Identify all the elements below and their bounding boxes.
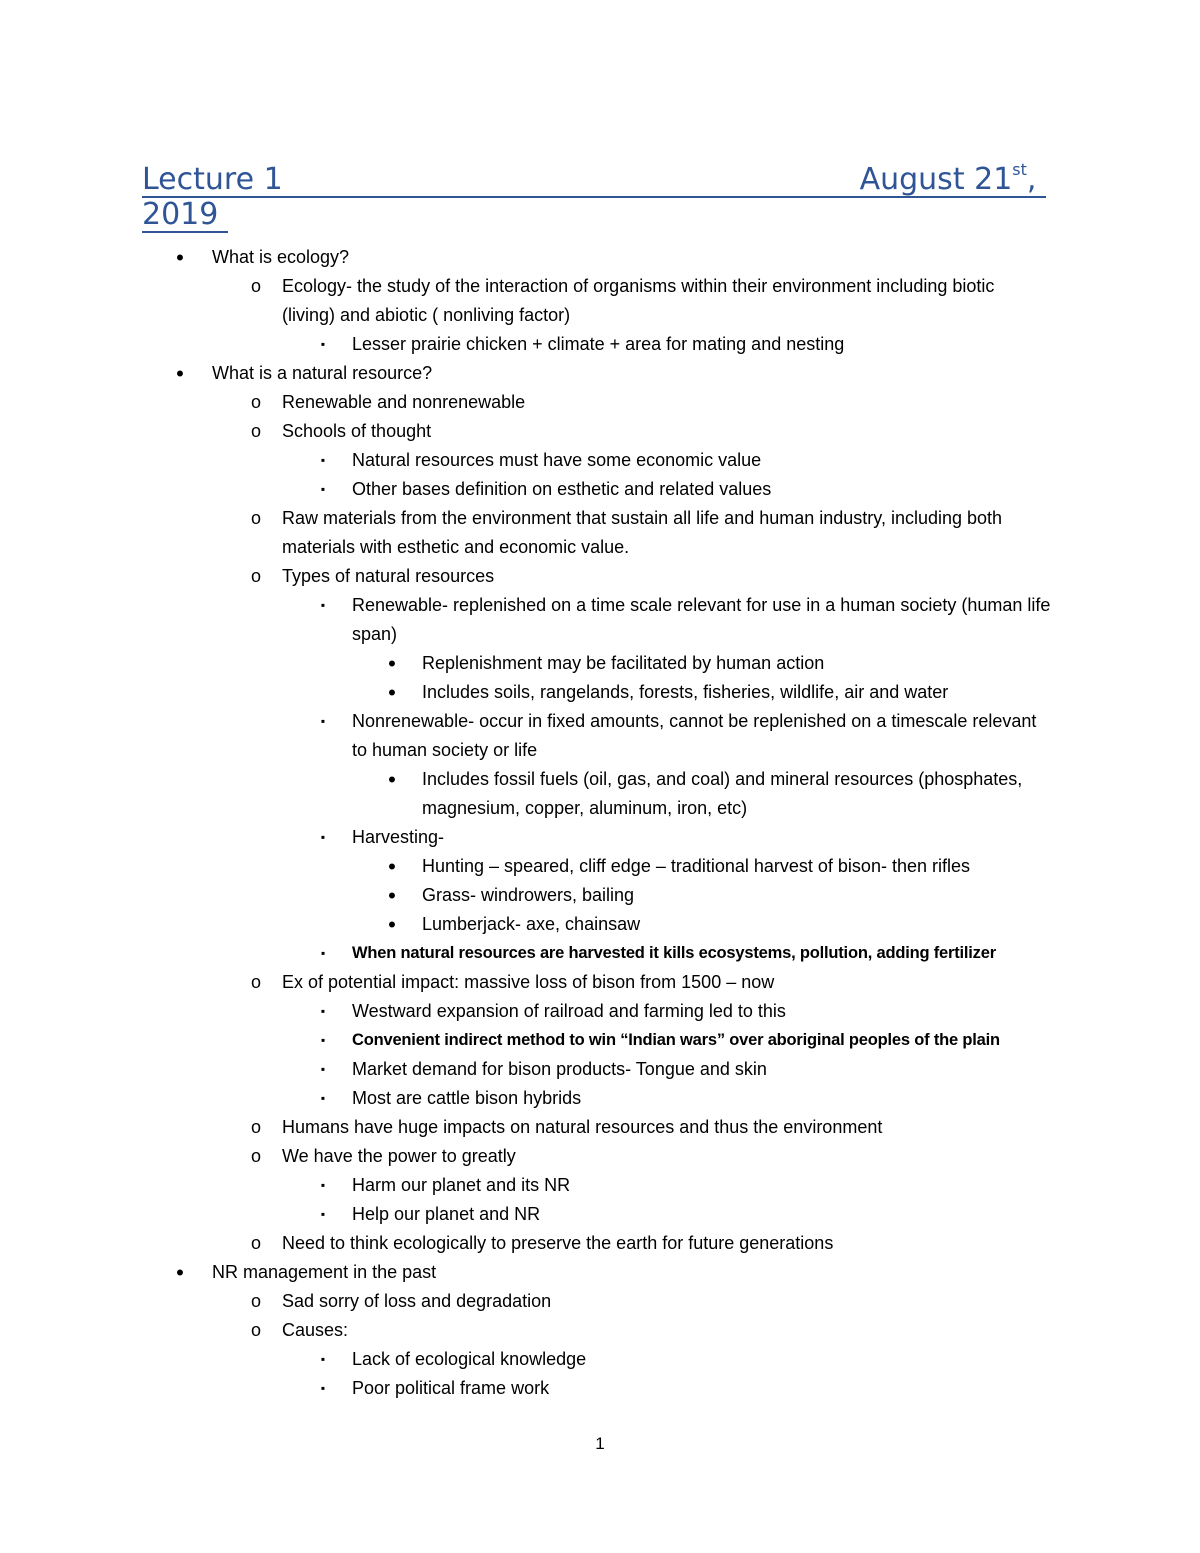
- outline-item-level-3: [0, 678, 1052, 707]
- lecture-outline: [0, 243, 1200, 1403]
- bullet-icon: •: [176, 361, 184, 386]
- outline-item-level-2: [0, 330, 1052, 359]
- bullet-icon: •: [176, 245, 184, 270]
- outline-item-level-1: [0, 562, 1052, 591]
- outline-item-level-1: [0, 1113, 1052, 1142]
- lecture-year: 2019: [142, 198, 228, 233]
- hollow-bullet-icon: o: [250, 1291, 261, 1311]
- outline-item-level-3: [0, 765, 1052, 823]
- square-bullet-icon: ▪: [320, 1352, 326, 1366]
- outline-item-text: Other bases definition on esthetic and related values: [352, 479, 772, 499]
- outline-item-level-1: [0, 1287, 1052, 1316]
- outline-item-text: Includes fossil fuels (oil, gas, and coal) and mineral resources (phosphates, magnesium, copper, aluminum, iron, etc): [422, 769, 1023, 818]
- outline-item-level-2: [0, 591, 1052, 649]
- page-number: 1: [595, 1434, 605, 1453]
- outline-item-level-0: [0, 1258, 1200, 1287]
- outline-item-text: Schools of thought: [282, 421, 432, 441]
- square-bullet-icon: ▪: [320, 1033, 326, 1047]
- outline-item-level-2: [0, 1200, 1052, 1229]
- outline-item-level-3: [0, 649, 1052, 678]
- outline-item-text: What is ecology?: [212, 247, 350, 267]
- bullet-icon: •: [388, 883, 396, 908]
- outline-item-text: Ex of potential impact: massive loss of bison from 1500 – now: [282, 972, 775, 992]
- outline-item-level-0: [0, 359, 1200, 388]
- outline-item-level-2: [0, 1084, 1052, 1113]
- outline-item-level-2: [0, 1026, 1052, 1055]
- outline-item-text: Humans have huge impacts on natural resources and thus the environment: [282, 1117, 883, 1137]
- outline-item-level-3: [0, 852, 1052, 881]
- outline-item-level-2: [0, 707, 1052, 765]
- outline-item-text: Raw materials from the environment that sustain all life and human industry, including both materials with esthetic and economic value.: [282, 508, 1003, 557]
- square-bullet-icon: ▪: [320, 1062, 326, 1076]
- outline-item-level-2: [0, 823, 1052, 852]
- hollow-bullet-icon: o: [250, 508, 261, 528]
- outline-item-level-1: [0, 272, 1052, 330]
- outline-item-level-3: [0, 910, 1052, 939]
- outline-item-text: Renewable and nonrenewable: [282, 392, 526, 412]
- bullet-icon: •: [388, 680, 396, 705]
- outline-item-text: What is a natural resource?: [212, 363, 433, 383]
- date-ordinal-suffix: st: [1012, 160, 1027, 179]
- outline-item-text: Types of natural resources: [282, 566, 495, 586]
- outline-item-level-1: [0, 1316, 1052, 1345]
- outline-item-text: Lumberjack- axe, chainsaw: [422, 914, 641, 934]
- outline-item-text: When natural resources are harvested it kills ecosystems, pollution, adding fertilizer: [352, 944, 996, 962]
- outline-item-level-1: [0, 388, 1052, 417]
- bullet-icon: •: [388, 912, 396, 937]
- outline-item-text: Natural resources must have some economic value: [352, 450, 762, 470]
- square-bullet-icon: ▪: [320, 1207, 326, 1221]
- outline-item-text: NR management in the past: [212, 1262, 437, 1282]
- outline-item-level-2: [0, 939, 1052, 968]
- outline-item-text: Sad sorry of loss and degradation: [282, 1291, 552, 1311]
- outline-item-text: Harm our planet and its NR: [352, 1175, 571, 1195]
- outline-item-text: Includes soils, rangelands, forests, fisheries, wildlife, air and water: [422, 682, 949, 702]
- lecture-date-day: August 21: [859, 162, 1013, 197]
- outline-item-text: Ecology- the study of the interaction of organisms within their environment including biotic (living) and abiotic ( nonliving factor): [282, 276, 995, 325]
- hollow-bullet-icon: o: [250, 1233, 261, 1253]
- outline-item-level-3: [0, 881, 1052, 910]
- square-bullet-icon: ▪: [320, 946, 326, 960]
- square-bullet-icon: ▪: [320, 830, 326, 844]
- bullet-icon: •: [388, 767, 396, 792]
- outline-item-text: Market demand for bison products- Tongue and skin: [352, 1059, 767, 1079]
- square-bullet-icon: ▪: [320, 1091, 326, 1105]
- hollow-bullet-icon: o: [250, 421, 261, 441]
- outline-item-level-1: [0, 504, 1052, 562]
- outline-item-level-1: [0, 1229, 1052, 1258]
- hollow-bullet-icon: o: [250, 1146, 261, 1166]
- outline-item-text: Renewable- replenished on a time scale relevant for use in a human society (human life span): [352, 595, 1051, 644]
- hollow-bullet-icon: o: [250, 392, 261, 412]
- outline-item-level-0: [0, 243, 1200, 272]
- outline-item-text: Replenishment may be facilitated by human action: [422, 653, 825, 673]
- hollow-bullet-icon: o: [250, 972, 261, 992]
- lecture-date: [859, 160, 1046, 197]
- square-bullet-icon: ▪: [320, 453, 326, 467]
- outline-item-level-1: [0, 1142, 1052, 1171]
- hollow-bullet-icon: o: [250, 276, 261, 296]
- square-bullet-icon: ▪: [320, 337, 326, 351]
- outline-item-text: Westward expansion of railroad and farming led to this: [352, 1001, 786, 1021]
- outline-item-text: Grass- windrowers, bailing: [422, 885, 635, 905]
- outline-item-level-1: [0, 417, 1052, 446]
- heading-line-1: [142, 160, 1046, 198]
- outline-item-text: We have the power to greatly: [282, 1146, 516, 1166]
- hollow-bullet-icon: o: [250, 566, 261, 586]
- outline-item-text: Nonrenewable- occur in fixed amounts, cannot be replenished on a timescale relevant to human society or life: [352, 711, 1037, 760]
- square-bullet-icon: ▪: [320, 714, 326, 728]
- bullet-icon: •: [388, 854, 396, 879]
- bullet-icon: •: [388, 651, 396, 676]
- outline-item-level-2: [0, 446, 1052, 475]
- bullet-icon: •: [176, 1260, 184, 1285]
- outline-item-text: Convenient indirect method to win “Indian wars” over aboriginal peoples of the plain: [352, 1031, 1000, 1049]
- outline-item-level-1: [0, 968, 1052, 997]
- square-bullet-icon: ▪: [320, 482, 326, 496]
- date-comma: ,: [1026, 162, 1037, 197]
- outline-item-text: Hunting – speared, cliff edge – traditional harvest of bison- then rifles: [422, 856, 970, 876]
- outline-item-text: Harvesting-: [352, 827, 445, 847]
- square-bullet-icon: ▪: [320, 1004, 326, 1018]
- outline-item-text: Need to think ecologically to preserve the earth for future generations: [282, 1233, 834, 1253]
- outline-item-text: Causes:: [282, 1320, 349, 1340]
- outline-item-text: Lesser prairie chicken + climate + area for mating and nesting: [352, 334, 845, 354]
- square-bullet-icon: ▪: [320, 598, 326, 612]
- lecture-heading: [142, 160, 1046, 233]
- square-bullet-icon: ▪: [320, 1178, 326, 1192]
- hollow-bullet-icon: o: [250, 1117, 261, 1137]
- outline-item-level-2: [0, 1055, 1052, 1084]
- hollow-bullet-icon: o: [250, 1320, 261, 1340]
- outline-item-text: Poor political frame work: [352, 1378, 550, 1398]
- outline-item-text: Lack of ecological knowledge: [352, 1349, 587, 1369]
- outline-item-text: Most are cattle bison hybrids: [352, 1088, 582, 1108]
- lecture-title: Lecture 1: [142, 162, 283, 197]
- outline-item-level-2: [0, 475, 1052, 504]
- square-bullet-icon: ▪: [320, 1381, 326, 1395]
- outline-item-text: Help our planet and NR: [352, 1204, 541, 1224]
- outline-item-level-2: [0, 1171, 1052, 1200]
- outline-item-level-2: [0, 1345, 1052, 1374]
- outline-item-level-2: [0, 1374, 1052, 1403]
- outline-item-level-2: [0, 997, 1052, 1026]
